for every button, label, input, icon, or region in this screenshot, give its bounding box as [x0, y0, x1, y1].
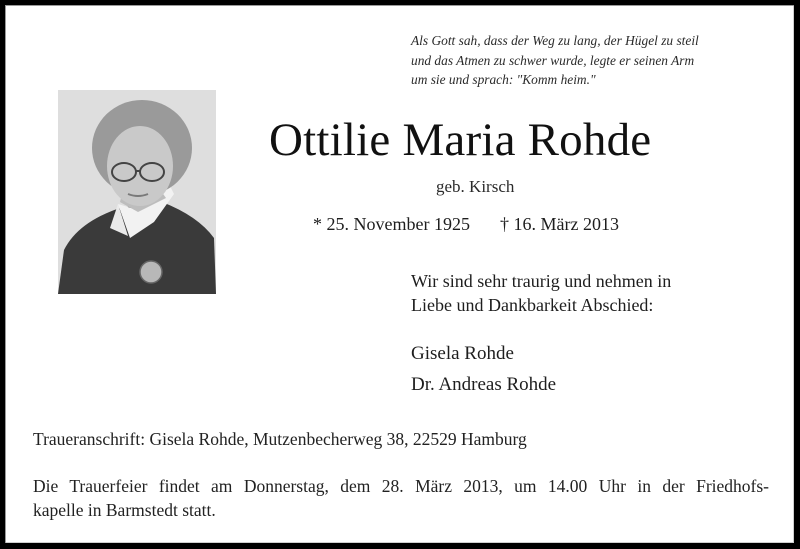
quote-line: und das Atmen zu schwer wurde, legte er seinen Arm — [411, 52, 695, 68]
mourner-name: Dr. Andreas Rohde — [411, 374, 557, 395]
mourner-name: Gisela Rohde — [411, 343, 514, 364]
maiden-name: geb. Kirsch — [436, 177, 515, 196]
mourning-address: Traueranschrift: Gisela Rohde, Mutzenbecherweg 38, 22529 Hamburg — [33, 429, 527, 449]
quote-line: um sie und sprach: "Komm heim." — [411, 72, 596, 87]
farewell-line: Liebe und Dankbarkeit Abschied: — [411, 295, 654, 315]
mourners-list — [411, 338, 556, 400]
deceased-name: Ottilie Maria Rohde — [269, 114, 652, 166]
portrait-photo — [58, 90, 216, 294]
quote-line: Als Gott sah, dass der Weg zu lang, der Hügel zu steil — [411, 33, 699, 48]
memorial-quote — [411, 31, 699, 90]
obituary-notice — [5, 5, 794, 543]
death-date: † 16. März 2013 — [499, 214, 619, 234]
ceremony-line: Die Trauerfeier findet am Donnerstag, dem 28. März 2013, um 14.00 Uhr in der Friedhofs- — [33, 476, 769, 496]
birth-date: * 25. November 1925 — [313, 214, 470, 234]
life-dates — [313, 212, 619, 236]
funeral-ceremony-info — [33, 474, 769, 522]
farewell-line: Wir sind sehr traurig und nehmen in — [411, 271, 672, 291]
farewell-message — [411, 269, 671, 317]
portrait-illustration-icon — [58, 90, 216, 294]
ceremony-line: kapelle in Barmstedt statt. — [33, 500, 216, 520]
